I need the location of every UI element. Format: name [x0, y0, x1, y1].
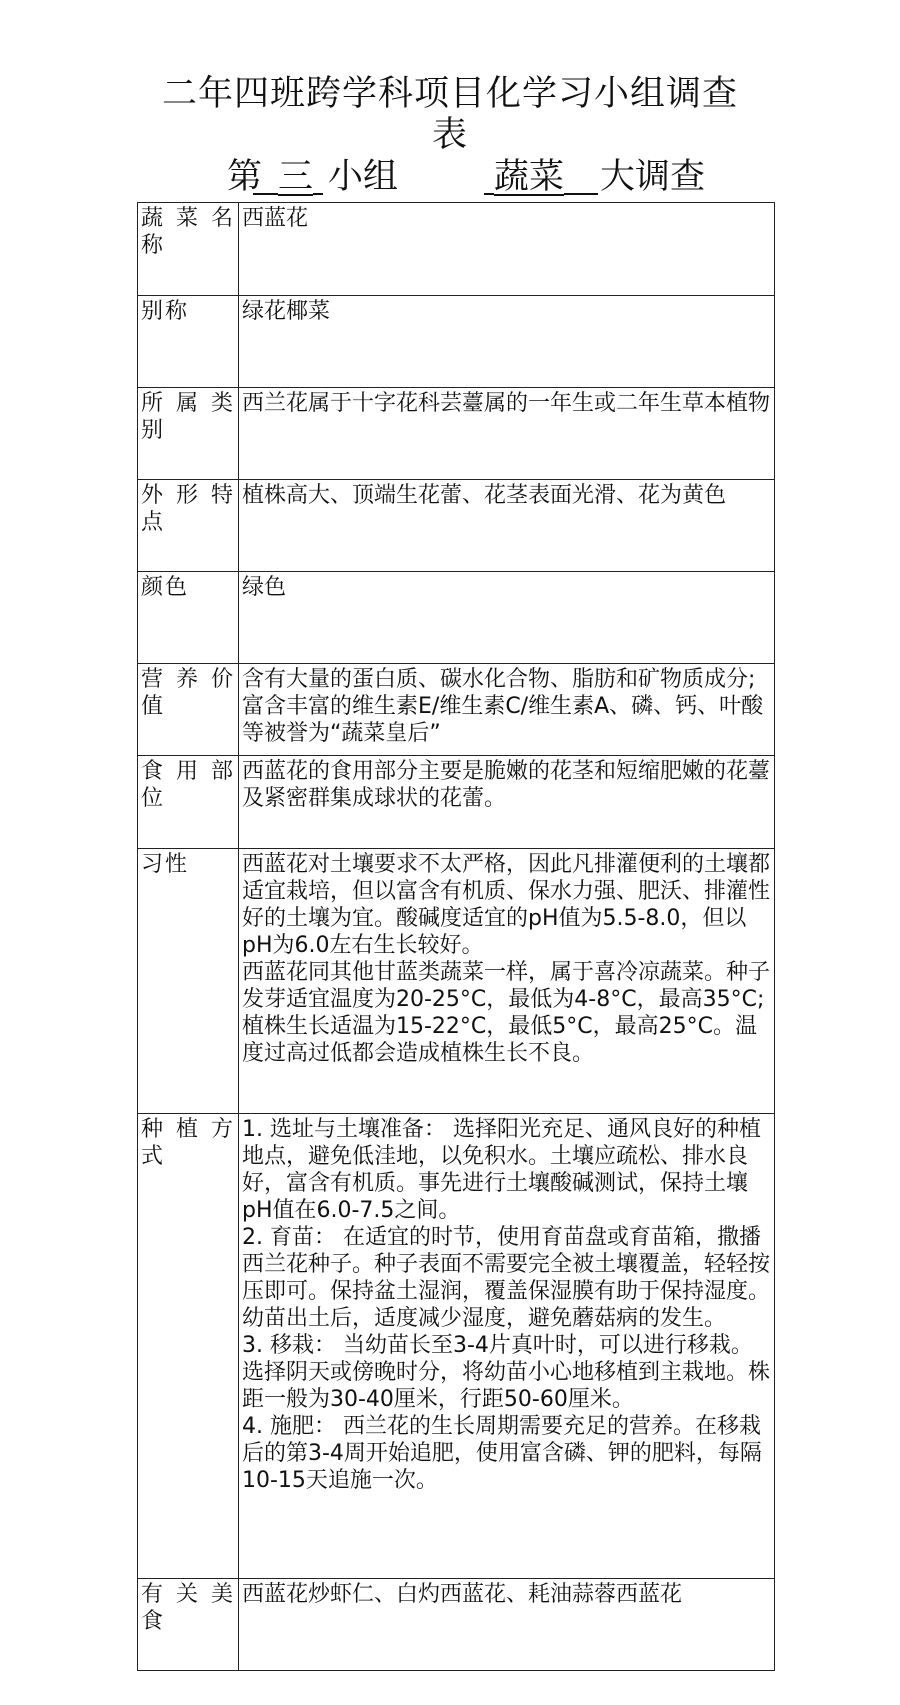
- table-row: [138, 480, 775, 572]
- survey-table: [137, 202, 775, 1671]
- group-prefix: 第: [227, 157, 263, 197]
- row-value: 西蓝花炒虾仁、白灼西蓝花、耗油蒜蓉西蓝花: [239, 1579, 775, 1671]
- topic-suffix: 大调查: [600, 157, 706, 197]
- row-label: 外形特点: [138, 480, 239, 572]
- row-label: 习性: [138, 849, 239, 1114]
- row-label: 种植方式: [138, 1114, 239, 1579]
- row-label: 所属类别: [138, 388, 239, 480]
- row-value: 含有大量的蛋白质、碳水化合物、脂肪和矿物质成分;富含丰富的维生素E/维生素C/维生素A、磷、钙、叶酸等被誉为“蔬菜皇后”: [239, 664, 775, 756]
- page-title: 二年四班跨学科项目化学习小组调查: [161, 74, 738, 114]
- page-title-continued: 表: [431, 115, 468, 155]
- table-row: [138, 1579, 775, 1671]
- group-number: 三: [278, 157, 314, 197]
- underline-gap: [253, 157, 278, 195]
- table-row: [138, 756, 775, 849]
- table-row: [138, 296, 775, 388]
- row-value: 植株高大、顶端生花蕾、花茎表面光滑、花为黄色: [239, 480, 775, 572]
- row-label: 有关美食: [138, 1579, 239, 1671]
- row-value: 西蓝花的食用部分主要是脆嫩的花茎和短缩肥嫩的花薹及紧密群集成球状的花蕾。: [239, 756, 775, 849]
- underline-gap: [564, 157, 598, 195]
- row-value: 绿色: [239, 572, 775, 664]
- row-label: 食用部位: [138, 756, 239, 849]
- table-row: [138, 1114, 775, 1579]
- table-row: [138, 664, 775, 756]
- table-row: [138, 572, 775, 664]
- row-label: 营养价值: [138, 664, 239, 756]
- underline-gap: [484, 157, 494, 195]
- row-value: 西兰花属于十字花科芸薹属的一年生或二年生草本植物: [239, 388, 775, 480]
- group-suffix: 小组: [328, 157, 399, 197]
- row-value: 绿花椰菜: [239, 296, 775, 388]
- table-row: [138, 388, 775, 480]
- row-value: 西蓝花: [239, 203, 775, 296]
- row-value: 西蓝花对土壤要求不太严格，因此凡排灌便利的土壤都适宜栽培，但以富含有机质、保水力强、肥沃、排灌性好的土壤为宜。酸碱度适宜的pH值为5.5-8.0，但以pH为6.0左右生长较好。 西蓝花同其他甘蓝类蔬菜一样，属于喜冷凉蔬菜。种子发芽适宜温度为20-25°C，最低为4-8°C，最高35°C;植株生长适温为15-22°C，最低5°C，最高25°C。温度过高过低都会造成植株生长不良。: [239, 849, 775, 1114]
- row-value: 1. 选址与土壤准备： 选择阳光充足、通风良好的种植地点，避免低洼地，以免积水。土壤应疏松、排水良好，富含有机质。事先进行土壤酸碱测试，保持土壤pH值在6.0-7.5之间。 2. 育苗： 在适宜的时节，使用育苗盘或育苗箱，撒播西兰花种子。种子表面不需要完全被土壤覆盖，轻轻按压即可。保持盆土湿润，覆盖保湿膜有助于保持湿度。幼苗出土后，适度减少湿度，避免蘑菇病的发生。 3. 移栽： 当幼苗长至3-4片真叶时，可以进行移栽。选择阴天或傍晚时分，将幼苗小心地移植到主栽地。株距一般为30-40厘米，行距50-60厘米。 4. 施肥： 西兰花的生长周期需要充足的营养。在移栽后的第3-4周开始追肥，使用富含磷、钾的肥料，每隔10-15天追施一次。: [239, 1114, 775, 1579]
- underline-gap: [313, 157, 323, 195]
- row-label: 颜色: [138, 572, 239, 664]
- row-label: 蔬菜名称: [138, 203, 239, 296]
- table-row: [138, 849, 775, 1114]
- table-row: [138, 203, 775, 296]
- row-label: 别称: [138, 296, 239, 388]
- survey-topic: 蔬菜: [494, 157, 565, 197]
